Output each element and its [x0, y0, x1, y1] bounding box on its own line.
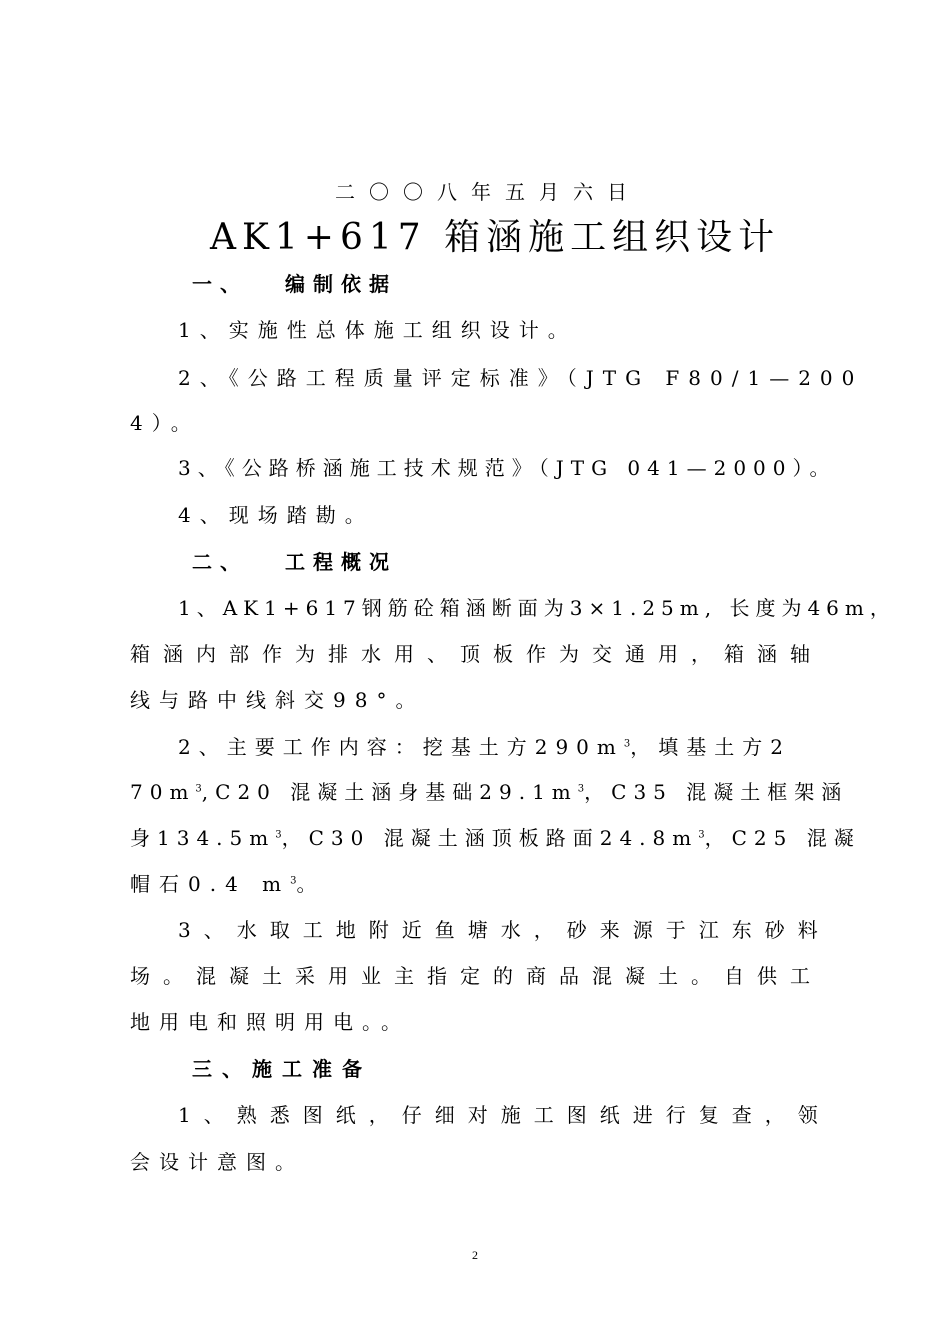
document-title: AK1+617 箱涵施工组织设计: [210, 217, 781, 258]
superscript: 3: [275, 829, 282, 841]
overview-p2-line-3-a: 身134.5m: [130, 826, 276, 850]
superscript: 3: [195, 783, 202, 795]
section-heading-1-text: 编制依据: [284, 272, 397, 296]
overview-p2-line-2-a: 70m: [130, 780, 196, 804]
preparation-p1-line-2: 会设计意图。: [130, 1150, 304, 1174]
section-heading-3: 三、施工准备: [192, 1057, 372, 1081]
overview-p3-line-3: 地用电和照明用电。。: [130, 1010, 410, 1034]
overview-p1-line-3: 线与路中线斜交98°。: [130, 688, 425, 712]
section-heading-1: [192, 272, 397, 296]
overview-p2-line-1: [178, 735, 791, 759]
overview-p2-line-3-b: ，C30 混凝土涵顶板路面24.8m: [281, 826, 699, 850]
overview-p3-line-1: 3、水取工地附近鱼塘水，砂来源于江东砂料: [178, 918, 831, 942]
overview-p2-line-2-c: ，C35 混凝土框架涵: [584, 780, 849, 804]
overview-p2-line-4-b: 。: [296, 872, 326, 896]
overview-p2-line-2-b: ,C20 混凝土涵身基础29.1m: [201, 780, 578, 804]
overview-p2-line-1-main: 2、主要工作内容：挖基土方290m: [178, 735, 624, 759]
section-heading-1-number: 一、: [192, 272, 248, 296]
overview-p1-line-1: 1、AK1+617钢筋砼箱涵断面为3×1.25m, 长度为46m，: [178, 596, 896, 620]
basis-item-1: 1、实施性总体施工组织设计。: [178, 318, 577, 342]
overview-p3-line-2: 场。混凝土采用业主指定的商品混凝土。自供工: [130, 964, 823, 988]
section-heading-2-number: 二、: [192, 550, 248, 574]
superscript: 3: [290, 875, 297, 887]
overview-p2-line-3-c: ，C25 混凝: [704, 826, 861, 850]
basis-item-3: 3、《公路桥涵施工技术规范》（JTG 041—2000）。: [178, 456, 837, 480]
overview-p2-line-1-tail: ，填基土方2: [630, 735, 791, 759]
preparation-p1-line-1: 1、熟悉图纸，仔细对施工图纸进行复查，领: [178, 1103, 831, 1127]
superscript: 3: [698, 829, 705, 841]
date-line: 二〇〇八年五月六日: [335, 180, 641, 204]
basis-item-2-line-2: 4）。: [130, 411, 200, 435]
overview-p1-line-2: 箱涵内部作为排水用、顶板作为交通用，箱涵轴: [130, 642, 823, 666]
overview-p2-line-3: [130, 826, 861, 850]
superscript: 3: [577, 783, 585, 795]
basis-item-2-line-1: 2、《公路工程质量评定标准》（JTG F80/1—200: [178, 366, 864, 390]
basis-item-4: 4、现场踏勘。: [178, 503, 374, 527]
overview-p2-line-2: [130, 780, 848, 804]
overview-p2-line-4-a: 帽石0.4 m: [130, 872, 291, 896]
superscript: 3: [623, 738, 631, 750]
section-heading-2-text: 工程概况: [284, 550, 397, 574]
section-heading-2: [192, 550, 397, 574]
overview-p2-line-4: [130, 872, 326, 896]
page-number: 2: [472, 1248, 478, 1262]
